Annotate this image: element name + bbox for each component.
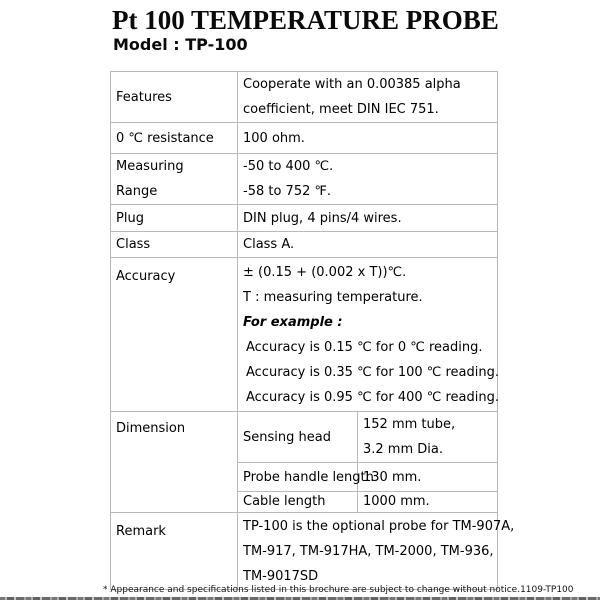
accuracy-example: Accuracy is 0.15 ℃ for 0 ℃ reading. [246, 339, 483, 355]
remark-label [111, 513, 238, 590]
features-label-text: Features [116, 89, 172, 105]
resistance-label [111, 123, 238, 154]
measuring-range-value-line: -50 to 400 ℃. [243, 159, 334, 174]
accuracy-example: Accuracy is 0.35 ℃ for 100 ℃ reading. [246, 364, 500, 380]
row-measuring-range [111, 154, 498, 205]
features-value [238, 72, 498, 123]
accuracy-label [111, 258, 238, 412]
row-features [111, 72, 498, 123]
plug-value [238, 205, 498, 232]
footer-document-code: 1109-TP100 [520, 585, 574, 595]
accuracy-t-definition: T : measuring temperature. [243, 289, 423, 305]
measuring-range-label-line: Range [116, 184, 158, 199]
dimension-label [111, 412, 238, 513]
sensing-head-name-text: Sensing head [243, 429, 331, 445]
accuracy-label-text: Accuracy [116, 269, 176, 284]
measuring-range-label [111, 154, 238, 205]
probe-handle-name-text: Probe handle length [243, 469, 374, 485]
class-value [238, 232, 498, 258]
probe-handle-name [238, 463, 374, 492]
model-subtitle: Model : TP-100 [113, 35, 248, 54]
cable-length-value [358, 492, 498, 513]
cable-length-value-text: 1000 mm. [363, 494, 430, 509]
measuring-range-label-line: Measuring [116, 159, 184, 174]
row-dimension-sensing-head [111, 412, 498, 463]
cable-length-name-text: Cable length [243, 494, 326, 509]
probe-handle-value-text: 130 mm. [363, 469, 422, 485]
sensing-head-value-line: 152 mm tube, [363, 417, 456, 432]
sensing-head-value [358, 412, 498, 463]
dimension-label-text: Dimension [116, 421, 186, 436]
resistance-value [238, 123, 498, 154]
probe-handle-value [358, 463, 498, 492]
resistance-value-text: 100 ohm. [243, 130, 305, 146]
footer-disclaimer: * Appearance and specifications listed in this brochure are subject to change without notice. [103, 585, 521, 595]
measuring-range-value [238, 154, 498, 205]
remark-label-text: Remark [116, 524, 166, 539]
row-class [111, 232, 498, 258]
row-remark [111, 513, 498, 590]
accuracy-example: Accuracy is 0.95 ℃ for 400 ℃ reading. [246, 389, 500, 405]
features-value-line: Cooperate with an 0.00385 alpha [243, 77, 461, 92]
row-plug [111, 205, 498, 232]
measuring-range-value-line: -58 to 752 ℉. [243, 184, 331, 199]
remark-value-line: TM-9017SD [243, 568, 319, 584]
remark-value-line: TP-100 is the optional probe for TM-907A, [243, 518, 515, 534]
features-value-line: coefficient, meet DIN IEC 751. [243, 102, 439, 117]
cable-length-name [238, 492, 358, 513]
spec-table [110, 71, 515, 590]
class-label [111, 232, 238, 258]
plug-value-text: DIN plug, 4 pins/4 wires. [243, 210, 402, 226]
sensing-head-value-line: 3.2 mm Dia. [363, 442, 443, 457]
accuracy-value [238, 258, 498, 412]
footer [103, 585, 574, 596]
resistance-label-text: 0 ℃ resistance [116, 130, 214, 146]
class-label-text: Class [116, 237, 151, 252]
accuracy-formula: ± (0.15 + (0.002 x T))℃. [243, 264, 407, 280]
accuracy-example-heading: For example : [243, 314, 343, 330]
row-resistance [111, 123, 498, 154]
plug-label [111, 205, 238, 232]
remark-value-line: TM-917, TM-917HA, TM-2000, TM-936, [243, 543, 494, 559]
row-accuracy [111, 258, 498, 412]
page-title: Pt 100 TEMPERATURE PROBE [112, 5, 499, 35]
sensing-head-name [238, 412, 358, 463]
remark-value [238, 513, 515, 590]
plug-label-text: Plug [116, 210, 144, 226]
features-label [111, 72, 238, 123]
class-value-text: Class A. [243, 237, 295, 252]
